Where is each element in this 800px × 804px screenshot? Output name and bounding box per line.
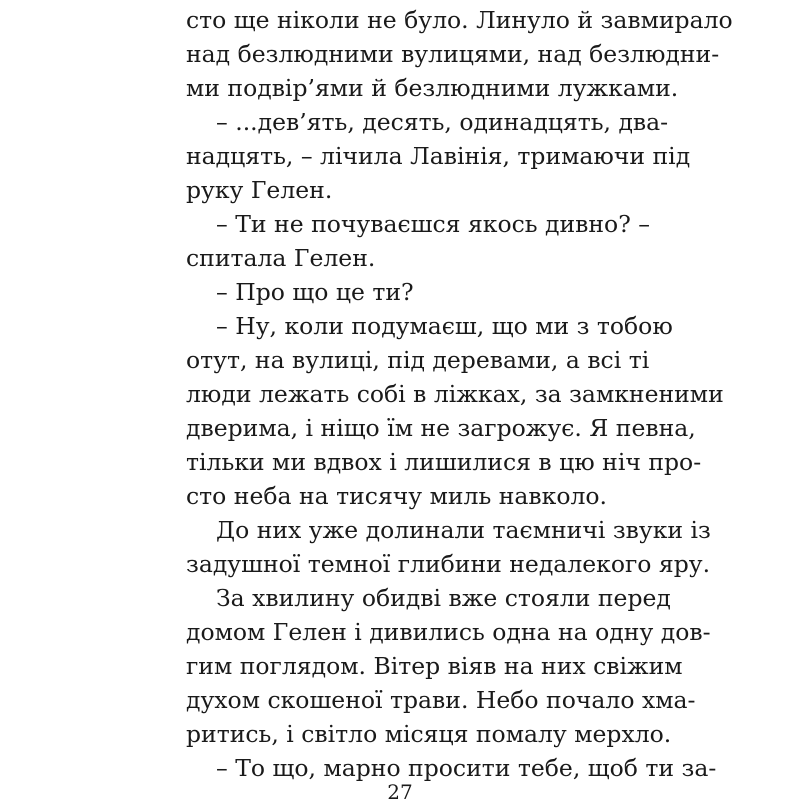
text-line: – ...дев’ять, десять, одинадцять, два- [216,108,669,136]
text-line: тільки ми вдвох і лишилися в цю ніч про- [186,448,702,476]
text-line: спитала Гелен. [186,244,376,272]
text-line: До них уже долинали таємничі звуки із [216,516,711,544]
text-line: отут, на вулиці, під деревами, а всі ті [186,346,650,374]
text-line: – Ти не почуваєшся якось дивно? – [216,210,651,238]
text-line: руку Гелен. [186,176,333,204]
text-line: люди лежать собі в ліжках, за замкненими [186,380,724,408]
text-line: сто неба на тисячу миль навколо. [186,482,608,510]
text-line: – Про що це ти? [216,278,414,306]
text-line: ми подвір’ями й безлюдними лужками. [186,74,679,102]
text-line: – То що, марно просити тебе, щоб ти за- [216,754,717,782]
text-line: над безлюдними вулицями, над безлюдни- [186,40,720,68]
text-line: За хвилину обидві вже стояли перед [216,584,671,612]
text-line: задушної темної глибини недалекого яру. [186,550,711,578]
text-line: домом Гелен і дивились одна на одну дов- [186,618,711,646]
text-line: надцять, – лічила Лавінія, тримаючи під [186,142,691,170]
text-line: духом скошеної трави. Небо почало хма- [186,686,696,714]
page-number: 27 [387,780,413,804]
text-line: сто ще ніколи не було. Линуло й завмирало [186,6,733,34]
text-line: ритись, і світло місяця помалу мерхло. [186,720,672,748]
text-line: дверима, і ніщо їм не загрожує. Я певна, [186,414,696,442]
text-line: гим поглядом. Вітер віяв на них свіжим [186,652,683,680]
text-line: – Ну, коли подумаєш, що ми з тобою [216,312,673,340]
